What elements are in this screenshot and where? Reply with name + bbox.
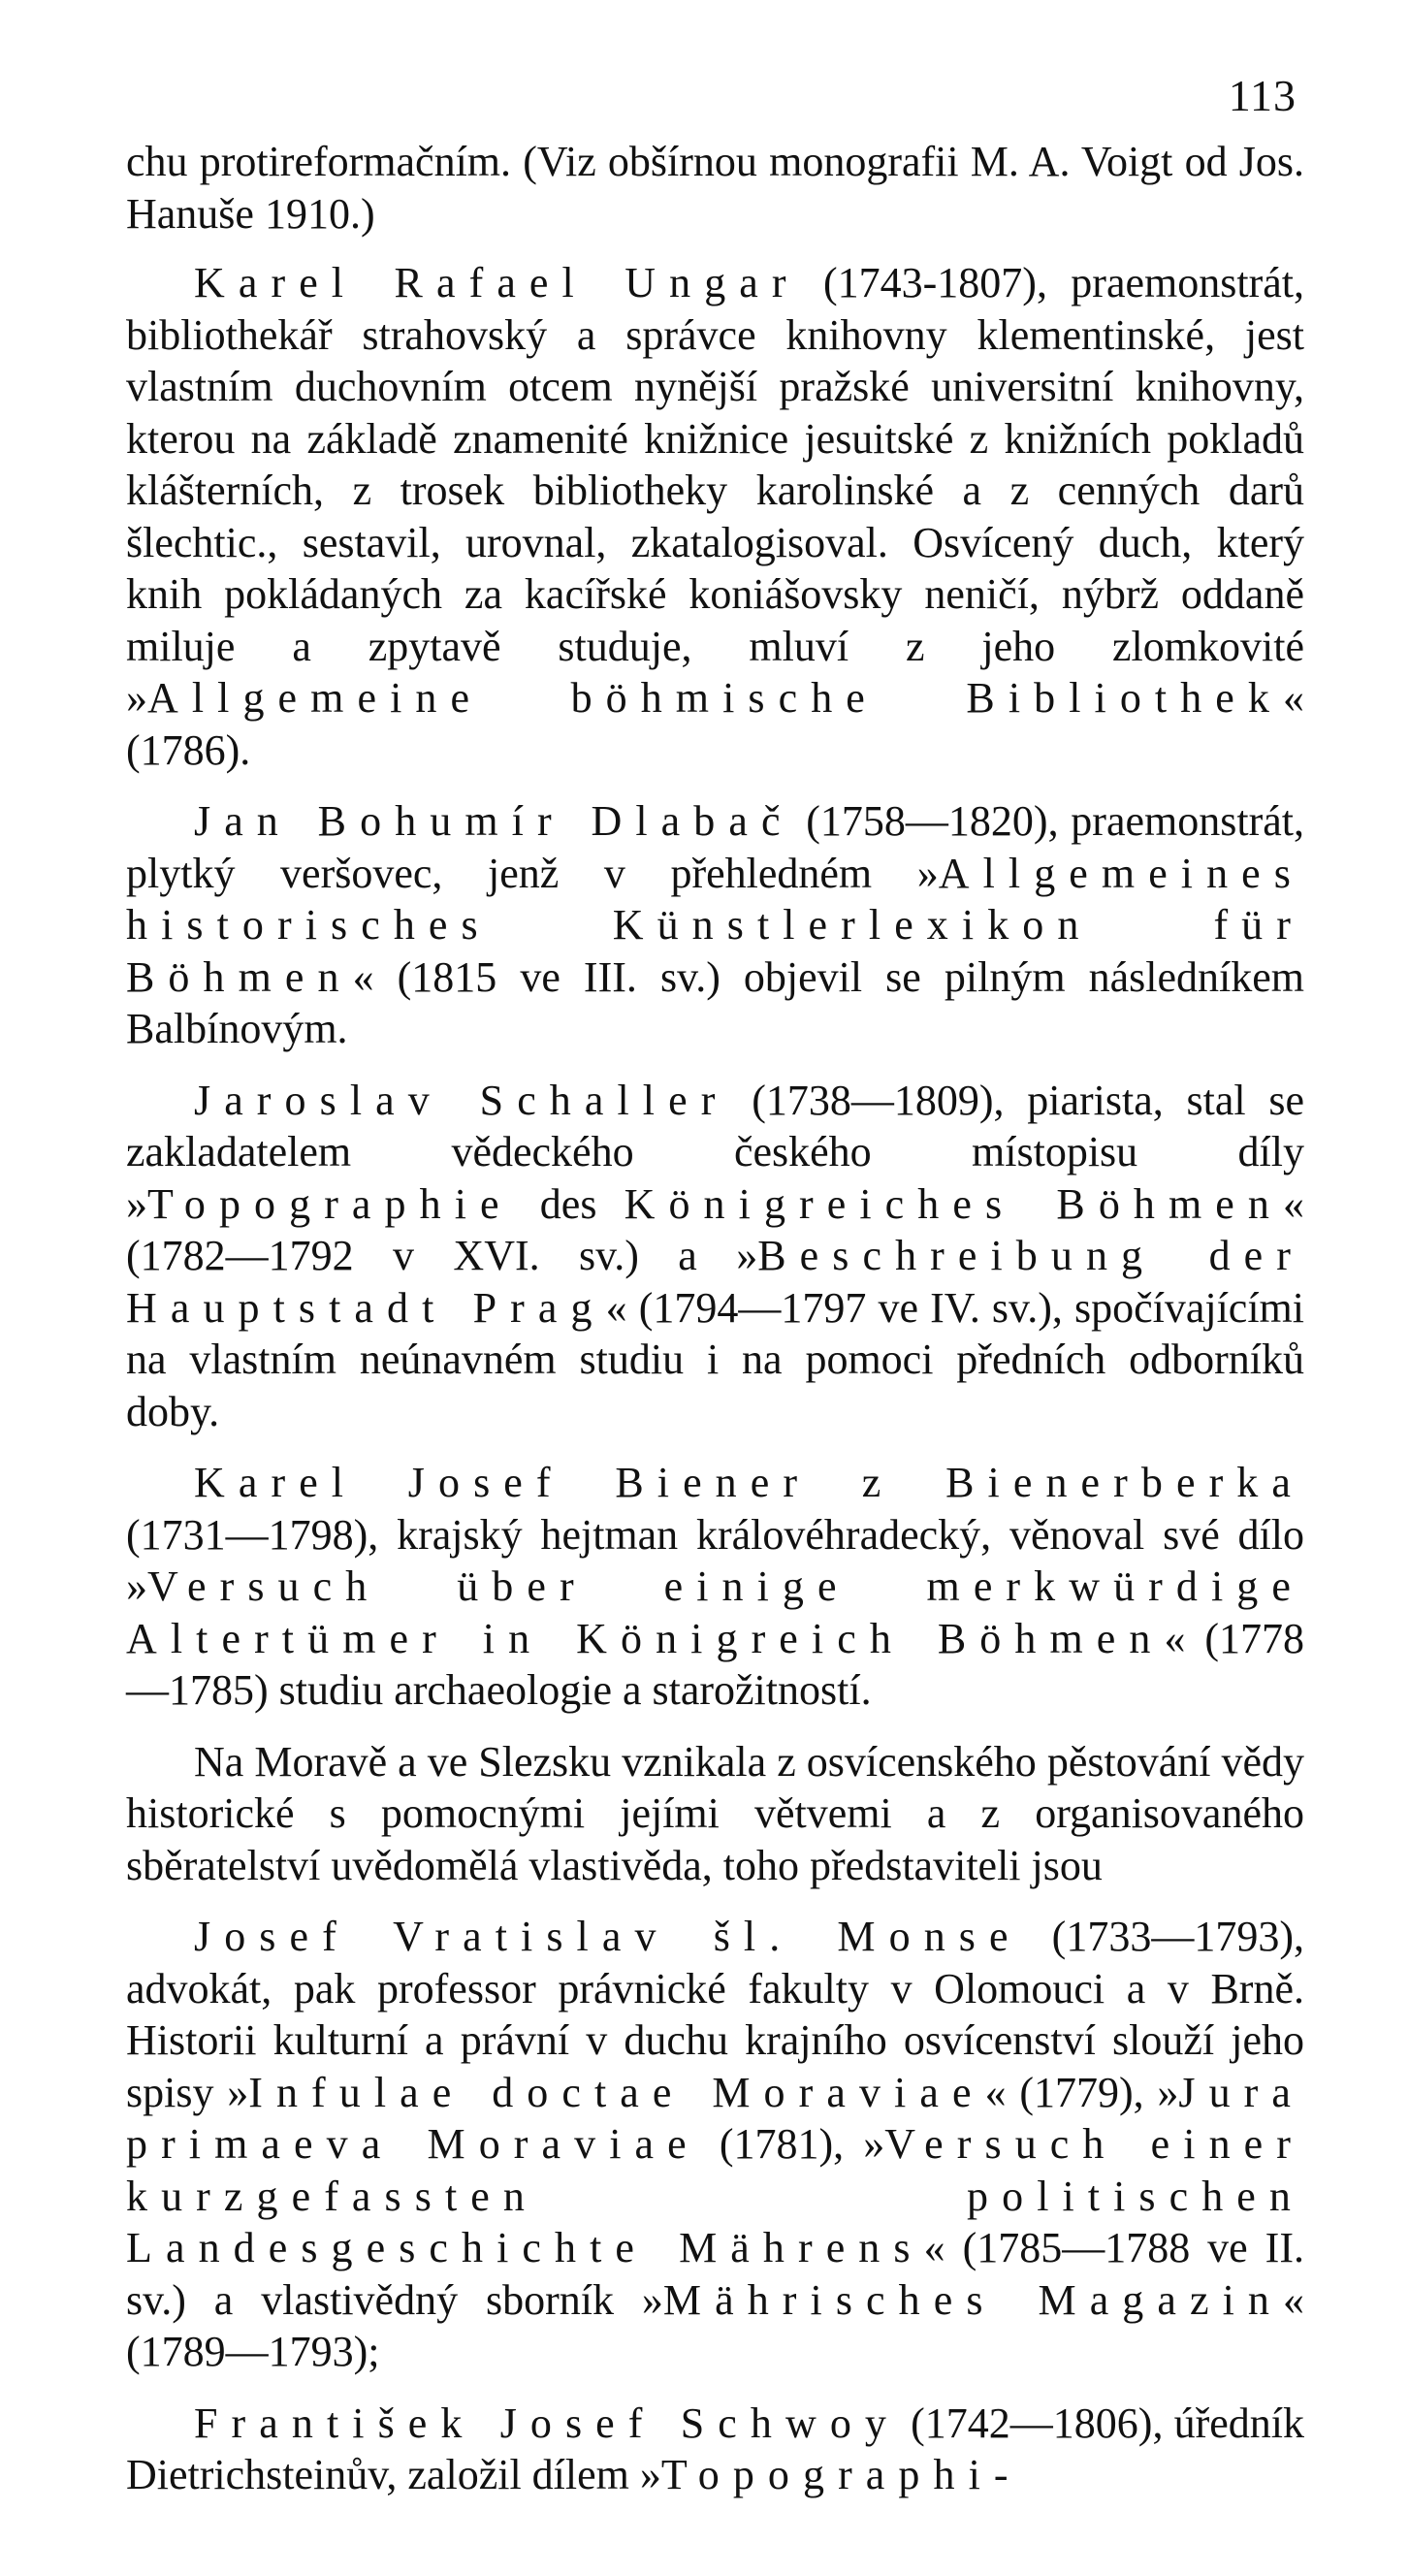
text-run: (1781), » [699,2120,885,2168]
spaced-emphasis: Karel Josef Biener z Bienerberka [194,1459,1304,1506]
spaced-emphasis: Topographie [147,1179,513,1228]
spaced-emphasis: Topographi- [660,2451,1022,2498]
paragraph [126,257,1304,776]
spaced-emphasis: Allgemeine böhmische Bibliothek [147,674,1283,722]
text-run: « (1779), » [984,2068,1179,2116]
paragraph [126,1736,1304,1892]
text-run: « (1778—1785) studiu archaeologie a starožitností. [126,1614,1304,1714]
paragraph [126,1457,1304,1717]
text-run: chu protireformačním. (Viz obšírnou monografii M. A. Voigt od Jos. Hanuše 1910.) [126,138,1304,238]
text-run: Na Moravě a ve Slezsku vznikala z osvícenského pěstování vědy historické s pomocnými jejími větvemi a z organisovaného sběratelství uvědomělá vlastivěda, toho představiteli jsou [126,1737,1304,1889]
spaced-emphasis: Mährisches Magazin [662,2275,1283,2324]
paragraph [126,1911,1304,2378]
text-run: « (1794—1797 ve IV. sv.), spočívajícími na vlastním neúnavném studiu i na pomoci předních odborníků doby. [126,1283,1305,1435]
spaced-emphasis: Jan Bohumír Dlabač [194,797,794,845]
paragraph [126,795,1304,1055]
spaced-emphasis: Josef Vratislav šl. Monse [194,1913,1022,1960]
continued-paragraph [126,136,1304,240]
spaced-emphasis: Allgemeines historisches Künstlerlexikon für Böhmen [126,849,1304,1001]
spaced-emphasis: Versuch einer kurzgefassten politischen Landesgeschichte Mährens [126,2120,1304,2271]
spaced-emphasis: Karel Rafael Ungar [194,259,800,306]
text-run: « (1785—1788 ve II. sv.) a vlastivědný sborník » [126,2224,1304,2324]
text-run: (1733—1793), advokát, pak professor právnické fakulty v Olomouci a v Brně. Historii kulturní a právní v duchu krajního osvícenství slouží jeho spisy » [126,1913,1304,2116]
paragraph [126,1075,1304,1438]
spaced-emphasis: Beschreibung der Hauptstadt Prag [126,1232,1304,1332]
text-run: (1743-1807), praemonstrát, bibliothekář strahovský a správce knihovny klementinské, jest vlastním duchovním otcem nynější pražské universitní knihovny, kterou na základě znamenité knižnice jesuitské z knižních pokladů klášterních, z trosek bibliotheky karolinské a z cenných darů šlechtic., sestavil, urovnal, zkatalogisoval. Osvícený duch, který knih pokládaných za kacířské koniášovsky neničí, nýbrž oddaně miluje a zpytavě studuje, mluví z jeho zlomkovité » [126,259,1304,722]
paragraph [126,2398,1304,2501]
spaced-emphasis: Jaroslav Schaller [194,1076,729,1124]
text-run: (1758—1820), praemonstrát, plytký veršovec, jenž v přehledném » [126,797,1304,897]
text-run: « (1786). [126,674,1304,774]
text-run: (1738—1809), piarista, stal se zakladatelem vědeckého českého místopisu díly » [126,1076,1304,1228]
text-run: « (1815 ve III. sv.) objevil se pilným následníkem Balbínovým. [126,952,1304,1052]
spaced-emphasis: Königreiches Böhmen [624,1179,1284,1228]
body-text [126,136,1304,2521]
spaced-emphasis: František Josef Schwoy [194,2399,900,2447]
spaced-emphasis: Jura primaeva Moraviae [126,2068,1304,2168]
text-run: « (1789—1793); [126,2275,1304,2375]
text-run: (1731—1798), krajský hejtman královéhradecký, věnoval své dílo » [126,1510,1304,1610]
text-run: « (1782—1792 v XVI. sv.) a » [126,1179,1305,1279]
spaced-emphasis: Versuch über einige merkwürdige Altertümer in Königreich Böhmen [126,1562,1304,1662]
text-run: des [512,1179,624,1228]
page-number: 113 [1228,71,1297,120]
spaced-emphasis: Infulae doctae Moraviae [248,2068,985,2116]
text-run: (1742—1806), úředník Dietrichsteinův, založil dílem » [126,2399,1304,2498]
